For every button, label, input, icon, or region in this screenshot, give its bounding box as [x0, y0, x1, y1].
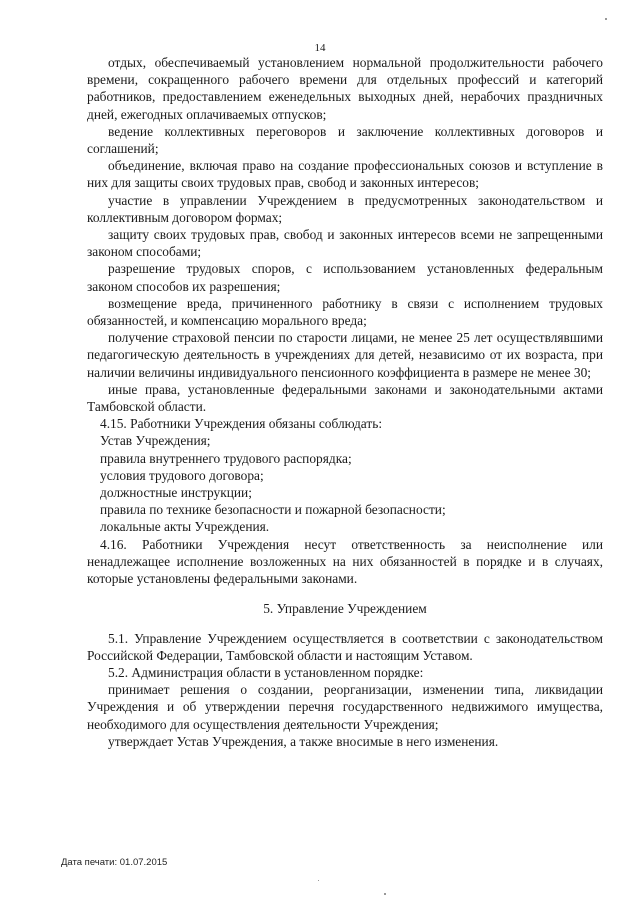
section-heading: 5. Управление Учреждением: [263, 601, 427, 617]
paragraph: возмещение вреда, причиненного работнику в связи с исполнением трудовых обязанностей, и компенсацию морального вреда;: [87, 295, 603, 329]
paragraph: утверждает Устав Учреждения, а также вносимые в него изменения.: [108, 733, 499, 749]
paragraph: принимает решения о создании, реорганизации, изменении типа, ликвидации Учреждения и об утверждении перечня государственного недвижимого имущества, необходимого для осуществления деятельности Учреждения;: [87, 682, 603, 732]
paragraph: получение страховой пенсии по старости лицами, не менее 25 лет осуществлявшими педагогическую деятельность в учреждениях для детей, независимо от их возраста, при наличии величины индивидуального пенсионного коэффициента в размере не менее 30;: [87, 330, 603, 380]
paragraph: локальные акты Учреждения.: [100, 519, 270, 535]
scan-speck: [605, 18, 607, 20]
document-body: [87, 54, 603, 750]
page-number: 14: [314, 42, 326, 54]
paragraph: 5.1. Управление Учреждением осуществляется в соответствии с законодательством Российской Федерации, Тамбовской области и настоящим Уставом.: [87, 630, 603, 663]
paragraph: объединение, включая право на создание профессиональных союзов и вступление в них для защиты своих трудовых прав, свобод и законных интересов;: [87, 158, 603, 191]
paragraph: защиту своих трудовых прав, свобод и законных интересов всеми не запрещенными законом способами;: [87, 227, 603, 260]
paragraph: 5.2. Администрация области в установленном порядке:: [108, 664, 424, 680]
paragraph: 4.16. Работники Учреждения несут ответственность за неисполнение или ненадлежащее исполнение возложенных на них обязанностей в порядке и в случаях, которые установлены федеральными законами.: [87, 536, 603, 587]
paragraph: правила внутреннего трудового распорядка;: [100, 450, 352, 466]
paragraph: иные права, установленные федеральными законами и законодательными актами Тамбовской области.: [87, 381, 603, 415]
scan-speck: [384, 893, 386, 895]
paragraph: отдых, обеспечиваемый установлением нормальной продолжительности рабочего времени, сокращенного рабочего времени для отдельных профессий и категорий работников, предоставлением еженедельных выходных дней, нерабочих праздничных дней, ежегодных оплачиваемых отпусков;: [87, 55, 603, 122]
print-date: Дата печати: 01.07.2015: [61, 857, 168, 868]
paragraph: разрешение трудовых споров, с использованием установленных федеральным законом способов их разрешения;: [87, 261, 603, 294]
paragraph: ведение коллективных переговоров и заключение коллективных договоров и соглашений;: [87, 123, 603, 157]
paragraph: участие в управлении Учреждением в предусмотренных законодательством и коллективным договором формах;: [87, 192, 603, 225]
paragraph: 4.15. Работники Учреждения обязаны соблюдать:: [100, 416, 383, 432]
paragraph: правила по технике безопасности и пожарной безопасности;: [100, 502, 446, 518]
scan-speck: [318, 880, 319, 881]
paragraph: условия трудового договора;: [100, 467, 264, 483]
paragraph: Устав Учреждения;: [100, 433, 211, 449]
paragraph: должностные инструкции;: [100, 485, 252, 501]
